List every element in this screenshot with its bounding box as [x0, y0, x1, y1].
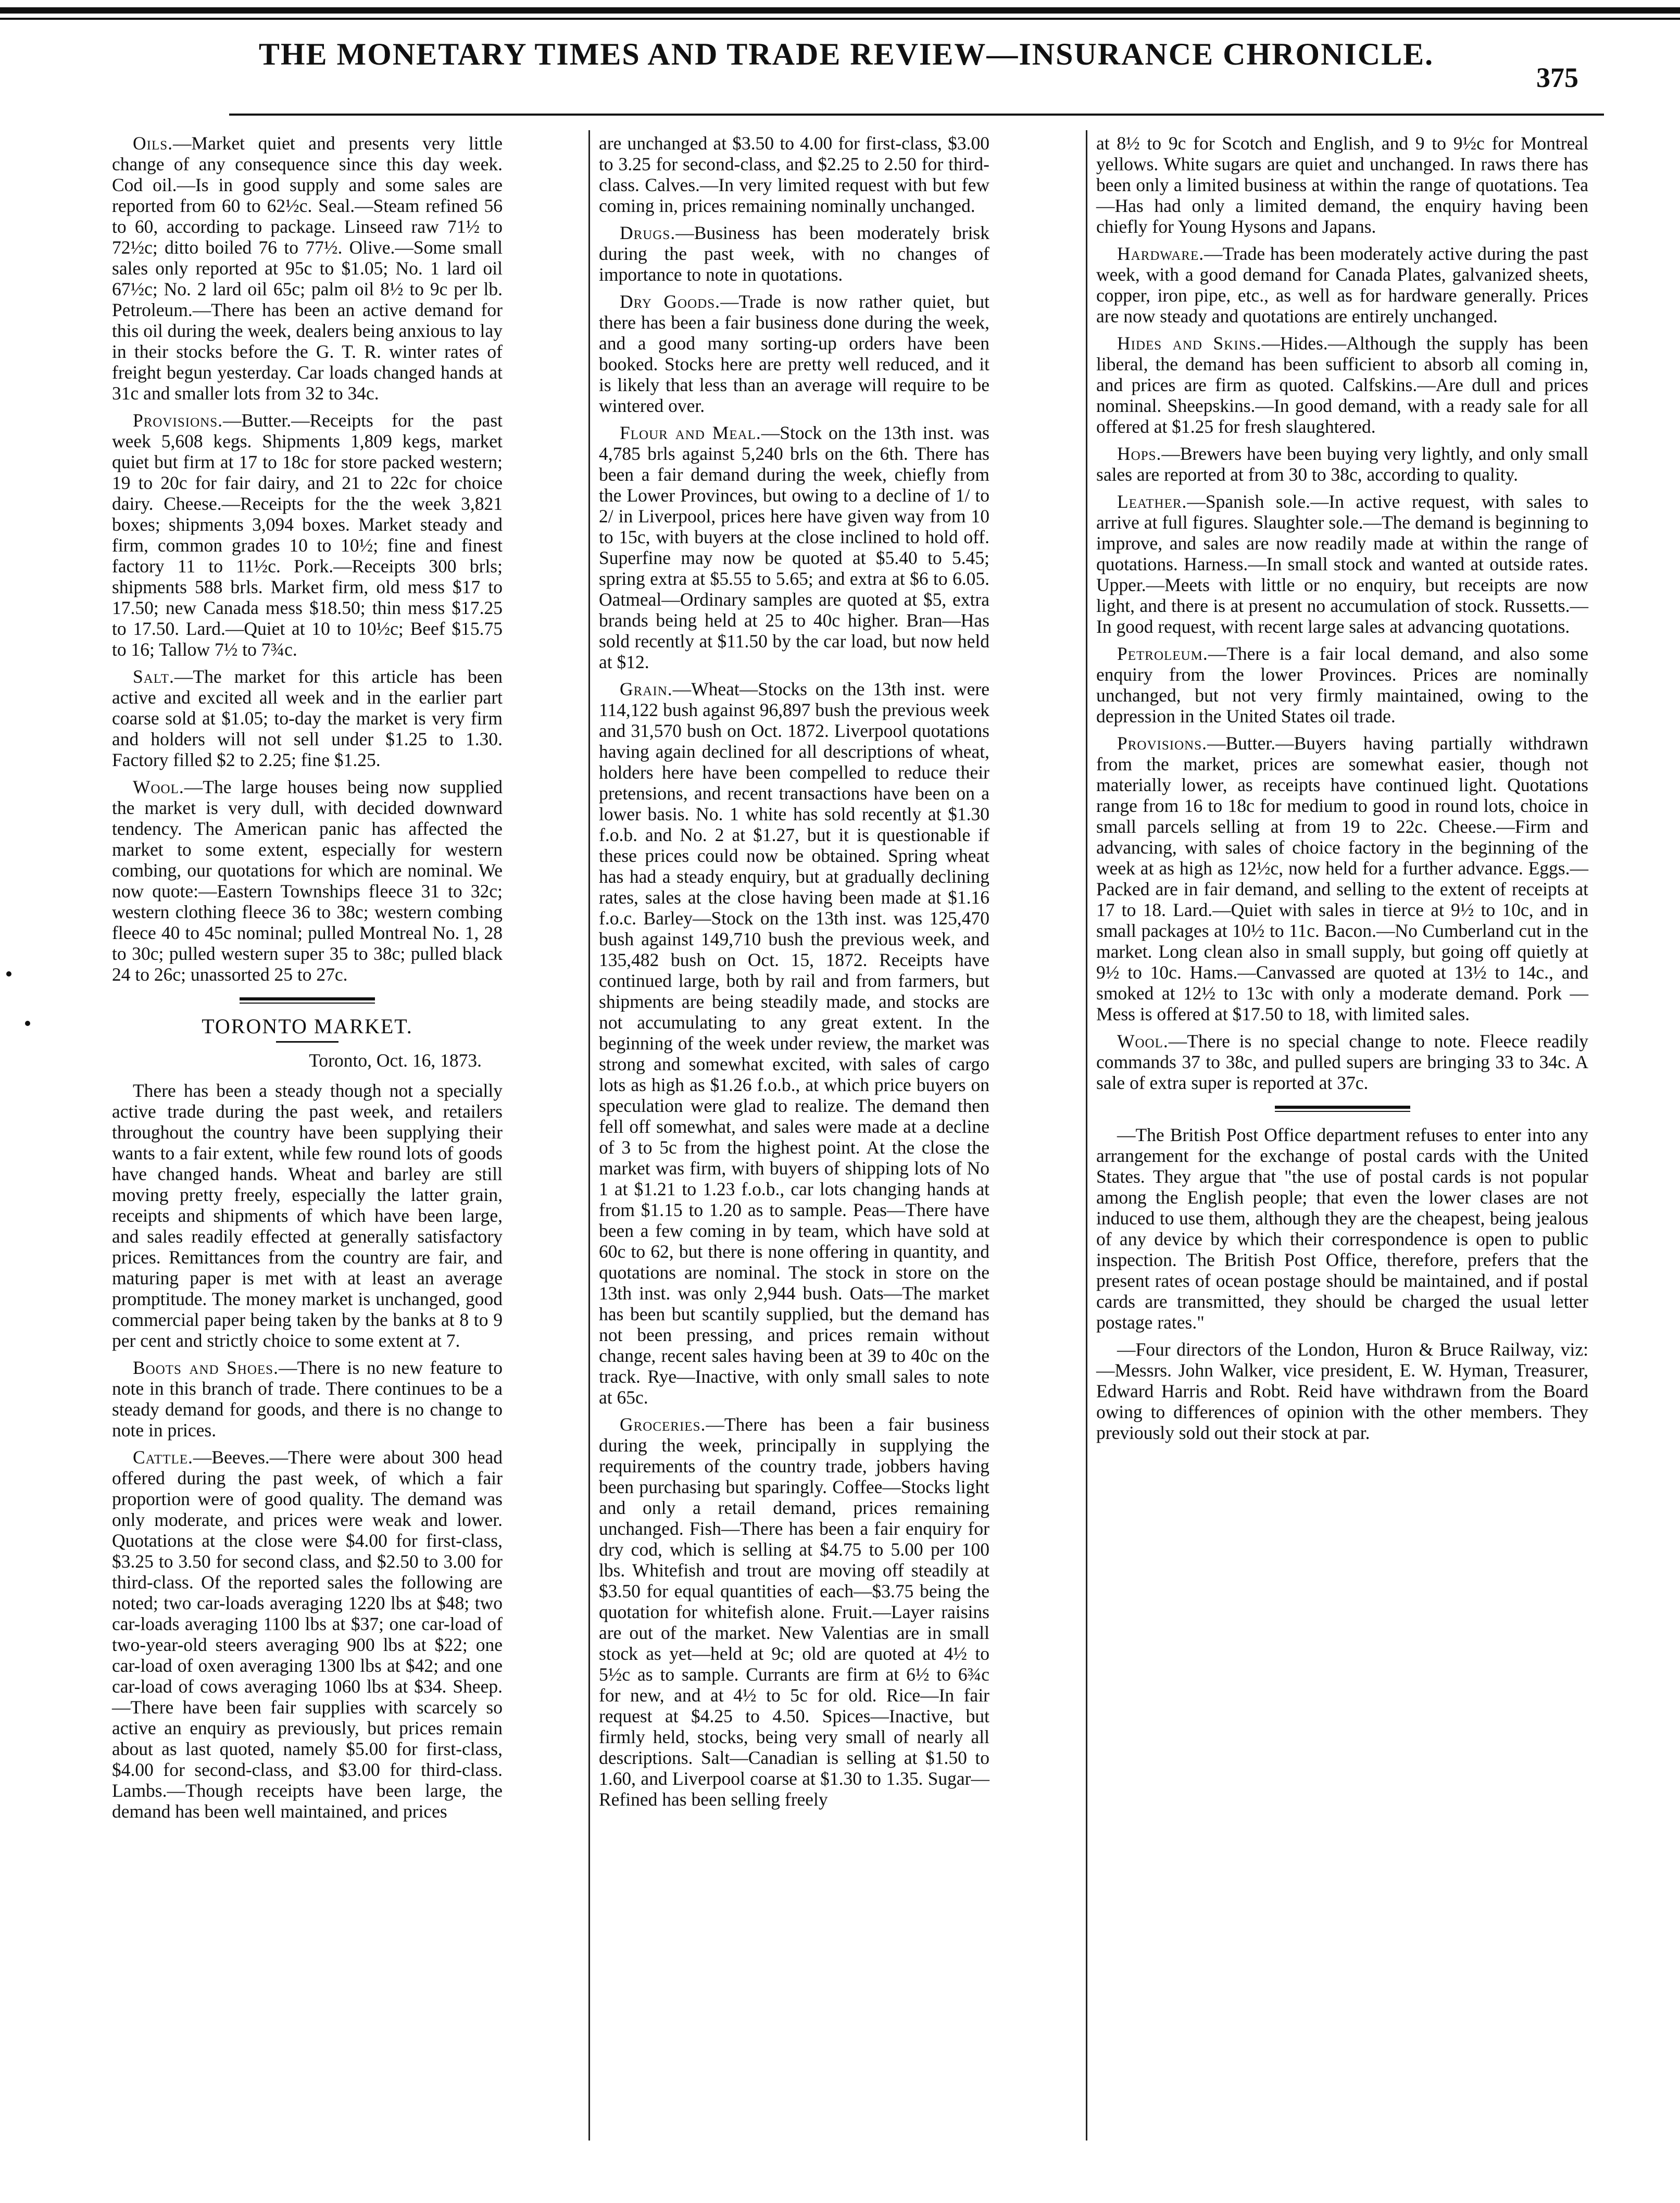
- article-flour-meal: [599, 422, 989, 672]
- section-heading: TORONTO MARKET.: [202, 1015, 413, 1038]
- article-text: —Trade is now rather quiet, but there has been a fair business done during the week, and a good many sorting-up orders have been booked. Stocks here are pretty well reduced, and it is likely that less than an average will require to be wintered over.: [599, 291, 989, 416]
- article-cattle: [112, 1447, 503, 1822]
- article-text: —The market for this article has been active and excited all week and in the earlier part coarse sold at $1.05; to-day the market is very firm and holders will not sell under $1.25 to 1.30. Factory filled $2 to 2.25; fine $1.25.: [112, 666, 503, 770]
- section-lead: Cattle.: [133, 1447, 193, 1468]
- article-drugs: [599, 222, 989, 285]
- section-lead: Provisions.: [133, 410, 223, 431]
- article-text: —Business has been moderately brisk during the past week, with no changes of importance to note in quotations.: [599, 222, 989, 285]
- margin-mark: [6, 971, 11, 977]
- section-lead: Petroleum.: [1117, 643, 1208, 664]
- article-text: —Trade has been moderately active during the past week, with a good demand for Canada Plates, galvanized sheets, copper, iron pipe, etc., as well as for hardware generally. Prices are now steady and quotations are entirely unchanged.: [1096, 243, 1588, 327]
- section-separator: [1275, 1106, 1410, 1112]
- dateline: Toronto, Oct. 16, 1873.: [309, 1050, 482, 1071]
- section-lead: Hops.: [1117, 443, 1162, 464]
- section-lead: Leather.: [1117, 491, 1187, 512]
- section-lead: Flour and Meal.: [620, 422, 761, 443]
- continued-text: are unchanged at $3.50 to 4.00 for first-class, $3.00 to 3.25 for second-class, and $2.25 to 2.50 for third-class. Calves.—In very limited request with but few coming in, prices remaining nominally unchanged.: [599, 133, 989, 216]
- section-lead: Hides and Skins.: [1117, 333, 1262, 354]
- article-oils: [112, 133, 503, 404]
- article-text: —Beeves.—There were about 300 head offered during the past week, of which a fair proportion were of good quality. The demand was only moderate, and prices were weak and lower. Quotations at the close were $4.00 for first-class, $3.25 to 3.50 for second class, and $2.50 to 3.00 for third-class. Of the reported sales the following are noted; two car-loads averaging 1220 lbs at $48; two car-loads averaging 1100 lbs at $37; one car-load of two-year-old steers averaging 900 lbs at $22; one car-load of oxen averaging 1300 lbs at $42; and one car-load of cows averaging 1060 lbs at $34. Sheep.—There have been fair supplies with scarcely so active an enquiry as previously, but prices remain about as last quoted, namely $5.00 for first-class, $4.00 for second-class, and $3.00 for third-class. Lambs.—Though receipts have been large, the demand has been well maintained, and prices: [112, 1447, 503, 1822]
- article-text: —Butter.—Receipts for the past week 5,608 kegs. Shipments 1,809 kegs, market quiet but firm at 17 to 18c for store packed western; 19 to 20c for fair dairy, and 21 to 22c for choice dairy. Cheese.—Receipts for the the week 3,821 boxes; shipments 3,094 boxes. Market steady and firm, common grades 10 to 10½; fine and finest factory 11 to 11½c. Pork.—Receipts 300 brls; shipments 588 brls. Market firm, old mess $17 to 17.50; new Canada mess $18.50; thin mess $17.25 to 17.50. Lard.—Quiet at 10 to 10½c; Beef $15.75 to 16; Tallow 7½ to 7¾c.: [112, 410, 503, 660]
- article-provisions: [1096, 733, 1588, 1024]
- article-hardware: [1096, 243, 1588, 327]
- news-railway: —Four directors of the London, Huron & Bruce Railway, viz:—Messrs. John Walker, vice president, E. W. Hyman, Treasurer, Edward Harris and Robt. Reid have withdrawn from the Board owing to differences of opinion with the other members. They previously sold out their stock at par.: [1096, 1339, 1588, 1443]
- column-3: [1096, 133, 1588, 1449]
- article-text: —Wheat—Stocks on the 13th inst. were 114,122 bush against 96,897 bush the previous week and 31,570 bush on Oct. 1872. Liverpool quotations having again declined for all descriptions of wheat, holders here have been compelled to reduce their pretensions, and recent transactions have been on a lower basis. No. 1 white has sold recently at $1.30 f.o.b. and No. 2 at $1.27, but it is questionable if these prices could now be obtained. Spring wheat has had a steady enquiry, but at gradually declining rates, sales at the close having been made at $1.16 f.o.c. Barley—Stock on the 13th inst. was 125,470 bush against 149,710 bush the previous week, and 135,482 bush on Oct. 15, 1872. Receipts have continued large, both by rail and from farmers, but shipments are being steadily made, and stocks are not accumulating to any great extent. In the beginning of the week under review, the market was strong and somewhat excited, with sales of cargo lots as high as $1.26 f.o.b., at which price buyers on speculation were glad to realize. The demand then fell off somewhat, and sales were made at a decline of 3 to 5c from the highest point. At the close the market was firm, with buyers of shipping lots of No 1 at $1.21 to 1.23 f.o.b., car lots changing hands at from $1.15 to 1.20 as to sample. Peas—There have been a few coming in by team, which have sold at 60c to 62, but there is none offering in quantity, and quotations are nominal. The stock in store on the 13th inst. was only 2,944 bush. Oats—The market has been but scantily supplied, but the demand has not been pressing, and prices remain without change, recent sales having been at 39 to 40c on the track. Rye—Inactive, with only small sales to note at 65c.: [599, 679, 989, 1408]
- article-text: —There is a fair local demand, and also some enquiry from the lower Provinces. Prices are nominally unchanged, but not very firmly maintained, owing to the depression in the United States oil trade.: [1096, 643, 1588, 727]
- article-text: —Hides.—Although the supply has been liberal, the demand has been sufficient to absorb all coming in, and prices are firm as quoted. Calfskins.—Are dull and prices nominal. Sheepskins.—In good demand, with a ready sale for all offered at $1.25 for fresh slaughtered.: [1096, 333, 1588, 437]
- article-dry-goods: [599, 291, 989, 416]
- section-lead: Grain.: [620, 679, 673, 699]
- top-rule-thick: [0, 7, 1680, 14]
- section-lead: Dry Goods.: [620, 291, 720, 312]
- article-grain: [599, 679, 989, 1408]
- article-boots-shoes: [112, 1357, 503, 1441]
- article-wool: [1096, 1031, 1588, 1093]
- article-text: —Market quiet and presents very little change of any consequence since this day week. Cod oil.—Is in good supply and some sales are reported from 60 to 62½c. Seal.—Steam refined 56 to 60, according to package. Linseed raw 71½ to 72½c; ditto boiled 76 to 77½. Olive.—Some small sales only reported at 95c to $1.05; No. 1 lard oil 67½c; No. 2 lard oil 65c; palm oil 8½ to 9c per lb. Petroleum.—There has been an active demand for this oil during the week, dealers being anxious to lay in their stocks before the G. T. R. winter rates of freight begun yesterday. Car loads changed hands at 31c and smaller lots from 32 to 34c.: [112, 133, 503, 404]
- article-text: —Brewers have been buying very lightly, and only small sales are reported at from 30 to 38c, according to quality.: [1096, 443, 1588, 485]
- section-lead: Salt.: [133, 666, 174, 687]
- article-salt: [112, 666, 503, 770]
- column-rule-2: [1086, 130, 1087, 2141]
- article-provisions: [112, 410, 503, 660]
- section-lead: Boots and Shoes.: [133, 1357, 279, 1378]
- header-rule: [229, 114, 1604, 116]
- section-lead: Hardware.: [1117, 243, 1205, 264]
- section-lead: Wool.: [133, 777, 184, 797]
- section-lead: Provisions.: [1117, 733, 1207, 754]
- top-rule-thin: [0, 18, 1680, 20]
- article-petroleum: [1096, 643, 1588, 727]
- article-text: —Butter.—Buyers having partially withdrawn from the market, prices are somewhat easier, though not materially lower, as receipts have continued light. Quotations range from 16 to 18c for medium to good in round lots, choice in small parcels selling at from 19 to 22c. Cheese.—Firm and advancing, with sales of choice factory in the beginning of the week at as high as 12½c, now held for a further advance. Eggs.—Packed are in fair demand, and selling to the extent of receipts at 17 to 18. Lard.—Quiet with sales in tierce at 9½ to 10c, and in small packages at 10½ to 11c. Bacon.—No Cumberland cut in the market. Long clean also in small supply, but going off quietly at 9½ to 10c. Hams.—Canvassed are quoted at 13½ to 14c., and smoked at 12½ to 13c with only a moderate demand. Pork —Mess is offered at $17.50 to 18, with limited sales.: [1096, 733, 1588, 1024]
- column-2: [599, 133, 989, 1816]
- article-leather: [1096, 491, 1588, 637]
- article-text: —Spanish sole.—In active request, with sales to arrive at full figures. Slaughter sole.—The demand is beginning to improve, and sales are now readily made at within the range of quotations. Harness.—In small stock and wanted at outside rates. Upper.—Meets with little or no enquiry, but receipts are now light, and there is at present no accumulation of stock. Russetts.—In good request, with recent large sales at advancing quotations.: [1096, 491, 1588, 637]
- article-groceries: [599, 1414, 989, 1810]
- article-text: —The large houses being now supplied the market is very dull, with decided downward tendency. The American panic has affected the market to some extent, especially for western combing, our quotations for which are nominal. We now quote:—Eastern Townships fleece 31 to 32c; western clothing fleece 36 to 38c; western combing fleece 40 to 45c nominal; pulled Montreal No. 1, 28 to 30c; pulled western super 35 to 38c; pulled black 24 to 26c; unassorted 25 to 27c.: [112, 777, 503, 985]
- toronto-intro: There has been a steady though not a specially active trade during the past week, and retailers throughout the country have been supplying their wants to a fair extent, while few round lots of goods have changed hands. Wheat and barley are still moving pretty freely, especially the latter grain, receipts and shipments of which have been large, and sales readily effected at generally satisfactory prices. Remittances from the country are fair, and maturing paper is met with at least an average promptitude. The money market is unchanged, good commercial paper being taken by the banks at 8 to 9 per cent and strictly choice to some extent at 7.: [112, 1080, 503, 1351]
- column-1: [112, 133, 503, 1828]
- section-lead: Oils.: [133, 133, 173, 154]
- page-header-title: THE MONETARY TIMES AND TRADE REVIEW—INSURANCE CHRONICLE.: [258, 37, 1434, 71]
- article-text: —There is no new feature to note in this branch of trade. There continues to be a steady demand for goods, and there is no change to note in prices.: [112, 1357, 503, 1441]
- article-hides-skins: [1096, 333, 1588, 437]
- section-separator: [240, 997, 375, 1004]
- article-text: —Stock on the 13th inst. was 4,785 brls against 5,240 brls on the 6th. There has been a fair demand during the week, chiefly from the Lower Provinces, but owing to a decline of 1/ to 2/ in Liverpool, prices here have given way from 10 to 15c, with buyers at the close inclined to hold off. Superfine may now be quoted at $5.40 to 5.45; spring extra at $5.55 to 5.65; and extra at $6 to 6.05. Oatmeal—Ordinary samples are quoted at $5, extra brands being held at 25 to 40c higher. Bran—Has sold recently at $11.50 by the car load, but now held at $12.: [599, 422, 989, 672]
- section-lead: Groceries.: [620, 1414, 706, 1435]
- article-text: —There has been a fair business during the week, principally in supplying the requirements of the country trade, jobbers having been purchasing but sparingly. Coffee—Stocks light and only a retail demand, prices remaining unchanged. Fish—There has been a fair enquiry for dry cod, which is selling at $4.75 to 5.00 per 100 lbs. Whitefish and trout are moving off steadily at $3.50 for equal quantities of each—$3.75 being the quotation for whitefish alone. Fruit.—Layer raisins are out of the market. New Valentias are in small stock as yet—held at 9c; old are quoted at 4½ to 5½c as to sample. Currants are firm at 6½ to 6¾c for new, and at 4½ to 5c for old. Rice—In fair request at $4.25 to 4.50. Spices—Inactive, but firmly held, stocks, being very small of nearly all descriptions. Salt—Canadian is selling at $1.50 to 1.60, and Liverpool coarse at $1.30 to 1.35. Sugar—Refined has been selling freely: [599, 1414, 989, 1810]
- article-wool: [112, 777, 503, 985]
- news-post-office: —The British Post Office department refuses to enter into any arrangement for the exchange of postal cards with the United States. They argue that "the use of postal cards is not popular among the English people; that even the lower clases are not induced to use them, although they are the cheapest, being jealous of any device by which their correspondence is open to public inspection. The British Post Office, therefore, prefers that the present rates of ocean postage should be maintained, and if postal cards are transmitted, they should be charged the usual letter postage rates.": [1096, 1124, 1588, 1333]
- margin-mark: [25, 1021, 30, 1026]
- heading-underline: [276, 1041, 338, 1043]
- section-lead: Drugs.: [620, 222, 676, 243]
- continued-text: at 8½ to 9c for Scotch and English, and 9 to 9½c for Montreal yellows. White sugars are quiet and unchanged. In raws there has been only a limited business at within the range of quotations. Tea—Has had only a limited demand, the enquiry having been chiefly for Young Hysons and Japans.: [1096, 133, 1588, 237]
- article-hops: [1096, 443, 1588, 485]
- section-lead: Wool.: [1117, 1031, 1169, 1052]
- column-rule-1: [588, 130, 590, 2141]
- page-number: 375: [1536, 62, 1578, 93]
- article-text: —There is no special change to note. Fleece readily commands 37 to 38c, and pulled supers are bringing 33 to 34c. A sale of extra super is reported at 37c.: [1096, 1031, 1588, 1093]
